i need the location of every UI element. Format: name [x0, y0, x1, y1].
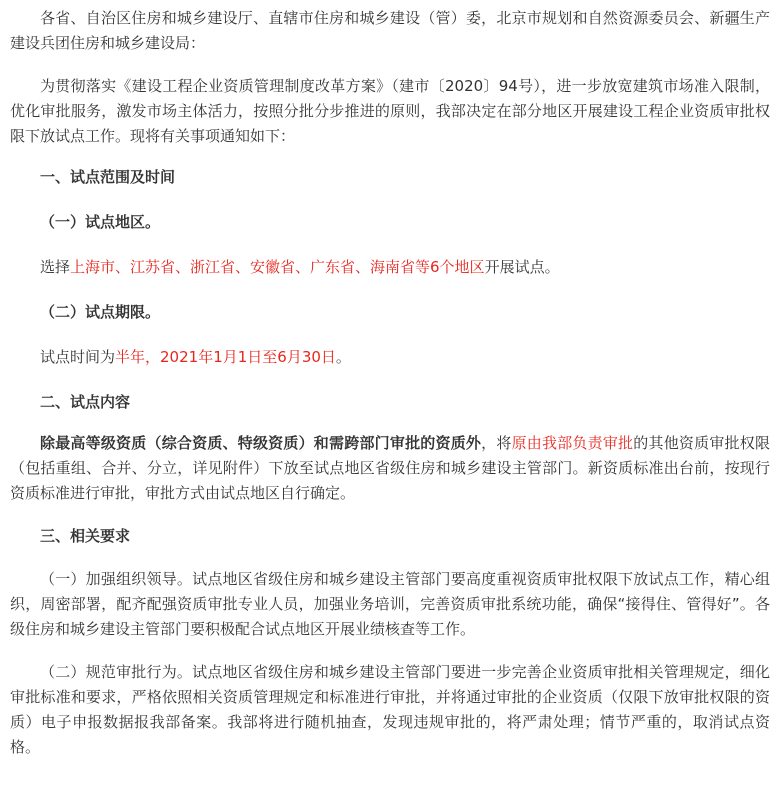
sub2-prefix: 试点时间为 [40, 348, 116, 366]
sub1-prefix: 选择 [40, 258, 71, 276]
section2-heading: 二、试点内容 [40, 393, 131, 411]
section1-heading: 一、试点范围及时间 [40, 168, 176, 186]
pilot-period: 半年，2021年1月1日至6月30日 [115, 348, 336, 366]
section1-sub1-heading: （一）试点地区。 [40, 213, 161, 231]
section2-rest: 的其他资质审批权限（包括重组、合并、分立，详见附件）下放至试点地区省级住房和城乡建设主管部门。新资质标准出台前，按现行资质标准进行审批，审批方式由试点地区自行确定。 [10, 434, 770, 502]
section1-sub1-text [10, 255, 770, 280]
section2-bold-part: 除最高等级资质（综合资质、特级资质）和需跨部门审批的资质外 [40, 434, 482, 452]
sub1-suffix: 开展试点。 [484, 258, 560, 276]
section3-item2: （二）规范审批行为。试点地区省级住房和城乡建设主管部门要进一步完善企业资质审批相关管理规定，细化审批标准和要求，严格依照相关资质管理规定和标准进行审批，并将通过审批的企业资质（仅限下放审批权限的资质）电子申报数据报我部备案。我部将进行随机抽查，发现违规审批的，将严肃处理；情节严重的，取消试点资格。 [10, 663, 770, 756]
sub2-suffix: 。 [335, 348, 351, 366]
addressee-paragraph: 各省、自治区住房和城乡建设厅、直辖市住房和城乡建设（管）委，北京市规划和自然资源委员会、新疆生产建设兵团住房和城乡建设局： [10, 9, 770, 52]
section2-mid: ，将 [481, 434, 512, 452]
section2-text [10, 431, 770, 506]
section1-sub2-heading: （二）试点期限。 [40, 303, 161, 321]
pilot-regions: 上海市、江苏省、浙江省、安徽省、广东省、海南省等6个地区 [70, 258, 485, 276]
section2-red-part: 原由我部负责审批 [511, 434, 634, 452]
section3-item1: （一）加强组织领导。试点地区省级住房和城乡建设主管部门要高度重视资质审批权限下放试点工作，精心组织，周密部署，配齐配强资质审批专业人员，加强业务培训，完善资质审批系统功能，确保“接得住、管得好”。各级住房和城乡建设主管部门要积极配合试点地区开展业绩核查等工作。 [10, 570, 770, 638]
section3-heading: 三、相关要求 [40, 527, 131, 545]
section1-sub2-text [10, 345, 770, 370]
intro-paragraph: 为贯彻落实《建设工程企业资质管理制度改革方案》（建市〔2020〕94号），进一步放宽建筑市场准入限制，优化审批服务，激发市场主体活力，按照分批分步推进的原则，我部决定在部分地区开展建设工程企业资质审批权限下放试点工作。现将有关事项通知如下： [10, 77, 770, 145]
